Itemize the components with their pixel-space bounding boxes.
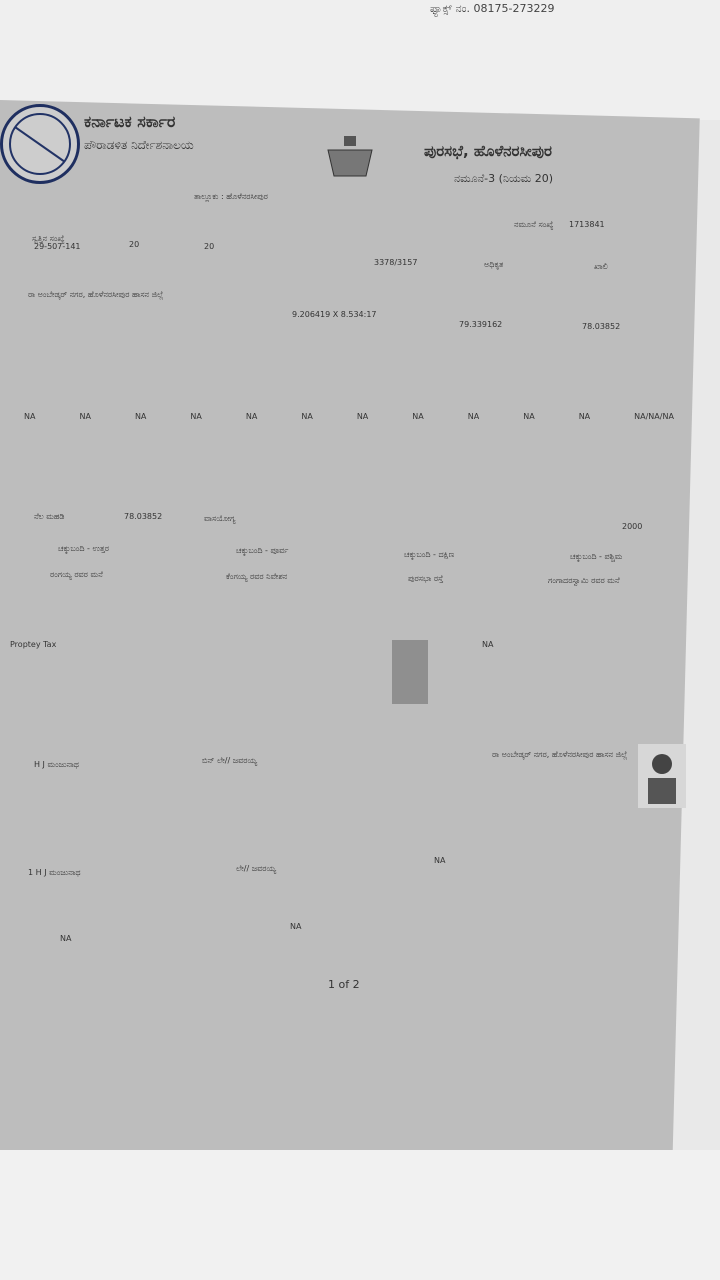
owner-photo <box>638 744 686 808</box>
occupant-na-2: NA <box>60 934 72 943</box>
owner-status: ಅಧಿಕೃತ <box>484 260 504 269</box>
pid-label: ನಮೂನೆ ಸಂಖ್ಯೆ <box>514 220 554 229</box>
property-number-label: ಸ್ವತ್ತಿನ ಸಂಖ್ಯೆ <box>32 234 65 243</box>
area-value-1: 79.339162 <box>459 320 503 329</box>
occupant-father-name: ಲೇ// ಜವರಯ್ಯ <box>236 864 277 873</box>
property-address: ರಾ ಅಂಬೇಡ್ಕರ್ ನಗರ, ಹೊಳೆನರಸೀಪುರ ಹಾಸನ ಜಿಲ್ಲೆ <box>28 290 164 299</box>
south-boundary-label: ಚಕ್ಕುಬಂದಿ - ದಕ್ಷಿಣ <box>404 550 455 559</box>
owner-address: ರಾ ಅಂಬೇಡ್ಕರ್ ನಗರ, ಹೊಳೆನರಸೀಪುರ ಹಾಸನ ಜಿಲ್ಲೆ <box>492 750 628 759</box>
north-boundary-label: ಚಕ್ಕುಬಂದಿ - ಉತ್ತರ <box>58 544 110 553</box>
construction-year: 2000 <box>622 522 643 531</box>
property-number: 29-507-141 <box>34 242 81 251</box>
signature-stamp <box>392 640 428 704</box>
owner-name: H J ಮಂಜುನಾಥ <box>34 760 79 769</box>
form-number: ನಮೂನೆ-3 (ನಿಯಮ 20) <box>454 172 554 185</box>
na-row: NA NA NA NA NA NA NA NA NA NA NA NA/NA/NA <box>24 412 674 421</box>
east-boundary: ಕೆಂಗಯ್ಯ ರವರ ನಿವೇಶನ <box>226 572 288 581</box>
building-use: ವಾಸಯೋಗ್ಯ <box>204 514 236 523</box>
value-2: 20 <box>204 242 215 251</box>
occupant-name: 1 H J ಮಂಜುನಾಥ <box>28 868 81 877</box>
taluk-label: ತಾಲ್ಲೂಕು : ಹೊಳೆನರಸೀಪುರ <box>194 192 268 201</box>
pid-value: 1713841 <box>569 220 605 229</box>
fax-number: ಫ್ಯಾಕ್ಸ್ ನಂ. 08175-273229 <box>430 2 555 15</box>
value-1: 20 <box>129 240 140 249</box>
document-number: 3378/3157 <box>374 258 418 267</box>
north-boundary: ರಂಗಯ್ಯ ರವರ ಮನೆ <box>50 570 103 579</box>
east-boundary-label: ಚಕ್ಕುಬಂದಿ - ಪೂರ್ವ <box>236 546 289 555</box>
owner-father-name: ಬಿನ್ ಲೇ// ಜವರಯ್ಯ <box>202 756 258 765</box>
floor-label: ನೆಲ ಮಹಡಿ <box>34 512 65 521</box>
west-boundary-label: ಚಕ್ಕುಬಂದಿ - ಪಶ್ಚಿಮ <box>570 552 623 561</box>
official-seal <box>0 104 80 184</box>
dept-title: ಪೌರಾಡಳಿತ ನಿರ್ದೇಶನಾಲಯ <box>84 138 194 152</box>
occupant-na-3: NA <box>290 922 302 931</box>
gps-coordinates: 9.206419 X 8.534:17 <box>292 310 377 319</box>
floor-area: 78.03852 <box>124 512 163 521</box>
tax-value: NA <box>482 640 494 649</box>
west-boundary: ಗಂಗಾದರಸ್ವಾಮಿ ರವರ ಮನೆ <box>548 576 620 585</box>
govt-title: ಕರ್ನಾಟಕ ಸರ್ಕಾರ <box>84 112 176 131</box>
occupant-na-1: NA <box>434 856 446 865</box>
property-type: ಖಾಲಿ <box>594 262 608 271</box>
tax-label: Proptey Tax <box>10 640 57 649</box>
south-boundary: ಪುರಸಭಾ ರಸ್ತೆ <box>408 574 444 583</box>
state-emblem <box>320 132 380 184</box>
background-bottom <box>0 1150 720 1280</box>
municipality-title: ಪುರಸಭೆ, ಹೊಳೆನರಸೀಪುರ <box>424 142 552 160</box>
area-value-2: 78.03852 <box>582 322 621 331</box>
page-number: 1 of 2 <box>328 978 360 991</box>
